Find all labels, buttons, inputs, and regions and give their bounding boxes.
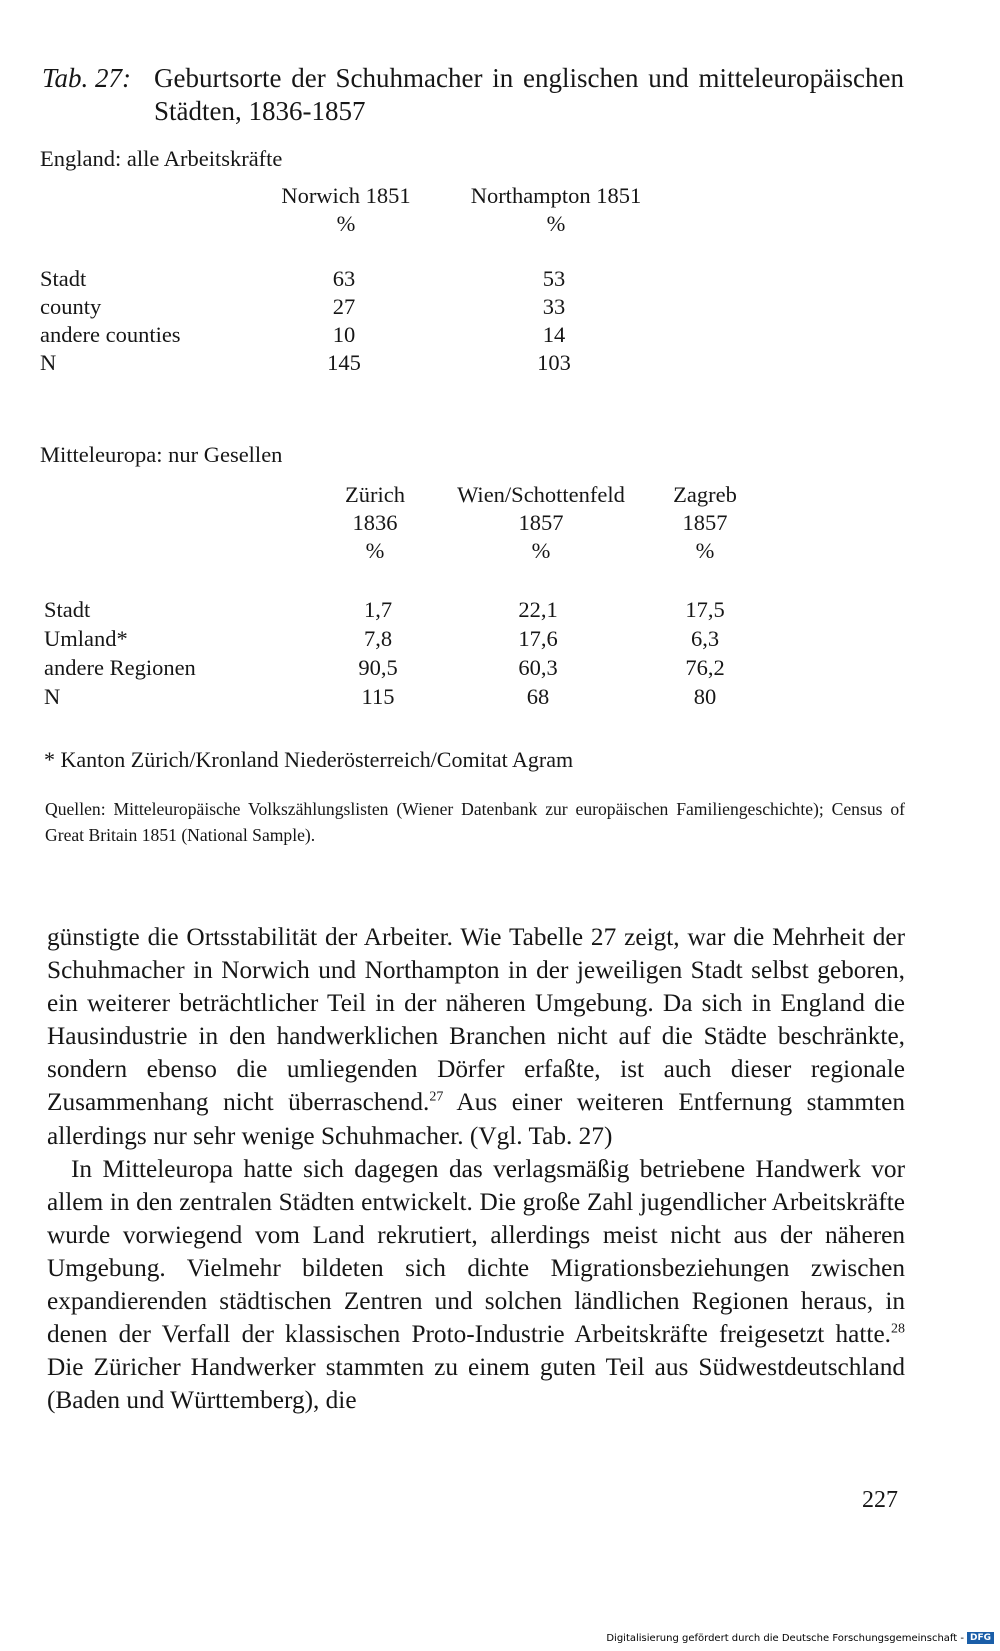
me-col-year-zagreb: 1857 [682, 510, 728, 535]
table-footnote: * Kanton Zürich/Kronland Niederösterreich/Comitat Agram [44, 747, 574, 772]
me-col-unit-zuerich: % [365, 538, 385, 563]
england-col-header-norwich: Norwich 1851 [281, 183, 411, 208]
table-sources: Quellen: Mitteleuropäische Volkszählungslisten (Wiener Datenbank zur europäischen Familiengeschichte); Census of Great Britain 1851 (National Sample). [45, 799, 905, 845]
me-col-unit-zagreb: % [695, 538, 715, 563]
england-cell-n-norwich: 145 [327, 350, 361, 375]
england-cell-andere-counties-northampton: 14 [542, 322, 566, 347]
me-cell-andere-regionen-zuerich: 90,5 [358, 655, 398, 680]
england-cell-stadt-norwich: 63 [332, 266, 356, 291]
england-row-label-county: county [40, 294, 102, 319]
england-cell-county-norwich: 27 [332, 294, 356, 319]
body-paragraph-2 [47, 1153, 905, 1418]
body-text [47, 921, 905, 1417]
me-cell-n-wien: 68 [526, 684, 550, 709]
england-col-header-northampton: Northampton 1851 [470, 183, 642, 208]
body-paragraph-2-text: In Mitteleuropa hatte sich dagegen das verlagsmäßig betriebene Handwerk vor allem in den zentralen Städten entwickelt. Die große Zahl jugendlicher Arbeitskräfte wurde vorwiegend vom Land rekrutiert, allerdings meist nicht aus der näheren Umgebung. Vielmehr bildeten sich dichte Migrationsbeziehungen zwischen expandierenden städtischen Zentren und solchen ländlichen Regionen heraus, in denen der Verfall der klassischen Proto-Industrie Arbeitskräfte freigesetzt hatte. [47, 1154, 905, 1349]
body-paragraph-1 [47, 921, 905, 1153]
me-col-unit-wien: % [531, 538, 551, 563]
me-cell-umland-wien: 17,6 [518, 626, 558, 651]
me-cell-n-zagreb: 80 [693, 684, 717, 709]
england-cell-stadt-northampton: 53 [542, 266, 566, 291]
body-paragraph-1-text-cont: Aus einer weiteren Entfernung stammten allerdings nur sehr wenige Schuhmacher. (Vgl. Tab. 27) [47, 1088, 905, 1150]
mitteleuropa-heading: Mitteleuropa: nur Gesellen [40, 442, 283, 467]
england-cell-andere-counties-norwich: 10 [332, 322, 356, 347]
england-row-label-n: N [40, 350, 57, 375]
me-col-year-zuerich: 1836 [352, 510, 398, 535]
digitization-credit-text: Digitalisierung gefördert durch die Deutsche Forschungsgemeinschaft - [606, 1632, 964, 1644]
digitization-credit [606, 1632, 994, 1644]
england-col-unit-norwich: % [336, 211, 356, 236]
england-cell-county-northampton: 33 [542, 294, 566, 319]
me-cell-stadt-wien: 22,1 [518, 597, 558, 622]
england-cell-n-northampton: 103 [537, 350, 571, 375]
england-col-unit-northampton: % [546, 211, 566, 236]
england-row-label-andere-counties: andere counties [40, 322, 181, 347]
table-caption-label: Tab. 27: [42, 63, 132, 93]
me-col-header-zuerich: Zürich [345, 482, 405, 507]
me-cell-andere-regionen-zagreb: 76,2 [685, 655, 725, 680]
me-row-label-stadt: Stadt [44, 597, 91, 622]
me-cell-n-zuerich: 115 [361, 684, 395, 709]
england-row-label-stadt: Stadt [40, 266, 87, 291]
me-col-header-zagreb: Zagreb [673, 482, 737, 507]
me-cell-stadt-zagreb: 17,5 [685, 597, 725, 622]
me-col-header-wien: Wien/Schottenfeld [457, 482, 625, 507]
me-col-year-wien: 1857 [518, 510, 564, 535]
page-number: 227 [862, 1487, 898, 1513]
footnote-ref-27: 27 [429, 1090, 444, 1106]
body-paragraph-1-text: günstigte die Ortsstabilität der Arbeiter. Wie Tabelle 27 zeigt, war die Mehrheit der Schuhmacher in Norwich und Northampton in der jeweiligen Stadt selbst geboren, ein weiterer beträchtlicher Teil in der näheren Umgebung. Da sich in England die Hausindustrie in den handwerklichen Branchen nicht auf die Städte beschränkte, sondern ebenso die umliegenden Dörfer erfaßte, ist auch dieser regionale Zusammenhang nicht überraschend. [47, 923, 905, 1117]
body-paragraph-2-text-cont: Die Züricher Handwerker stammten zu einem guten Teil aus Südwestdeutschland (Baden und Württemberg), die [47, 1353, 905, 1415]
me-cell-umland-zuerich: 7,8 [363, 626, 393, 651]
me-row-label-n: N [44, 684, 61, 709]
me-cell-stadt-zuerich: 1,7 [363, 597, 393, 622]
me-row-label-andere-regionen: andere Regionen [44, 655, 196, 680]
table-caption-text: Geburtsorte der Schuhmacher in englischen und mitteleuropäischen Städten, 1836-1857 [154, 63, 904, 126]
me-cell-andere-regionen-wien: 60,3 [518, 655, 558, 680]
dfg-logo: DFG [967, 1632, 994, 1644]
me-cell-umland-zagreb: 6,3 [690, 626, 720, 651]
england-heading: England: alle Arbeitskräfte [40, 146, 283, 171]
me-row-label-umland: Umland* [44, 626, 128, 651]
footnote-ref-28: 28 [891, 1321, 905, 1337]
